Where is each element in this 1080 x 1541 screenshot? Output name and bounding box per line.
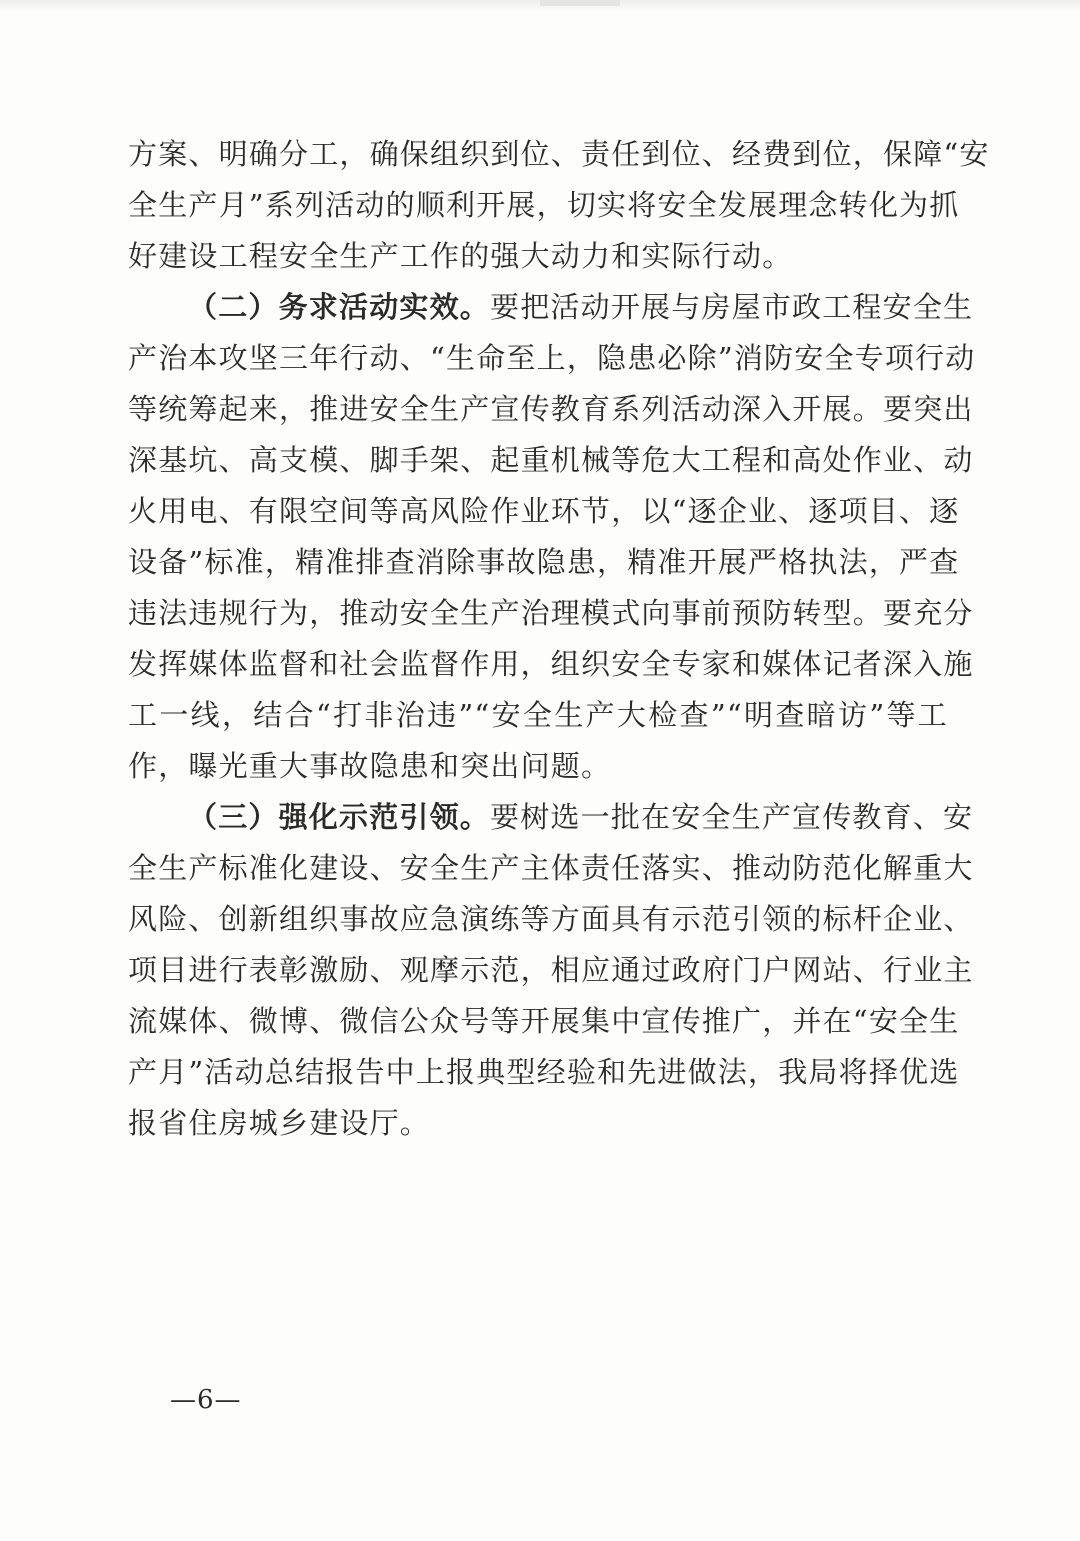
text-line: 等统筹起来，推进安全生产宣传教育系列活动深入开展。要突出 xyxy=(128,392,974,426)
text-line: 要把活动开展与房屋市政工程安全生 xyxy=(490,290,974,324)
text-line: 违法违规行为，推动安全生产治理模式向事前预防转型。要充分 xyxy=(128,596,974,630)
text-line: 深基坑、高支模、脚手架、起重机械等危大工程和高处作业、动 xyxy=(128,443,974,477)
text-line: 工一线，结合“打非治违”“安全生产大检查”“明查暗访”等工 xyxy=(128,698,948,732)
text-line: 产月”活动总结报告中上报典型经验和先进做法，我局将择优选 xyxy=(128,1055,960,1089)
text-line: 项目进行表彰激励、观摩示范，相应通过政府门户网站、行业主 xyxy=(128,953,974,987)
section2-heading: （二）务求活动实效。 xyxy=(188,290,491,324)
text-line: 方案、明确分工，确保组织到位、责任到位、经费到位，保障“安 xyxy=(128,137,990,171)
text-line: 好建设工程安全生产工作的强大动力和实际行动。 xyxy=(128,239,793,273)
page-number: —6— xyxy=(170,1385,242,1415)
text-line: 发挥媒体监督和社会监督作用，组织安全专家和媒体记者深入施 xyxy=(128,647,974,681)
paragraph-section3-first-line xyxy=(188,797,974,837)
text-line: 风险、创新组织事故应急演练等方面具有示范引领的标杆企业、 xyxy=(128,902,974,936)
paragraph-section2-first-line xyxy=(188,287,974,327)
text-line: 设备”标准，精准排查消除事故隐患，精准开展严格执法，严查 xyxy=(128,545,960,579)
text-line: 全生产标准化建设、安全生产主体责任落实、推动防范化解重大 xyxy=(128,851,974,885)
text-line: 要树选一批在安全生产宣传教育、安 xyxy=(490,800,974,834)
text-line: 报省住房城乡建设厅。 xyxy=(128,1106,431,1140)
text-line: 全生产月”系列活动的顺利开展，切实将安全发展理念转化为抓 xyxy=(128,188,960,222)
text-line: 火用电、有限空间等高风险作业环节，以“逐企业、逐项目、逐 xyxy=(128,494,960,528)
section3-heading: （三）强化示范引领。 xyxy=(188,800,491,834)
text-line: 流媒体、微博、微信公众号等开展集中宣传推广，并在“安全生 xyxy=(128,1004,960,1038)
scan-top-mark xyxy=(540,0,620,6)
text-line: 作，曝光重大事故隐患和突出问题。 xyxy=(128,749,612,783)
text-line: 产治本攻坚三年行动、“生命至上，隐患必除”消防安全专项行动 xyxy=(128,341,976,375)
